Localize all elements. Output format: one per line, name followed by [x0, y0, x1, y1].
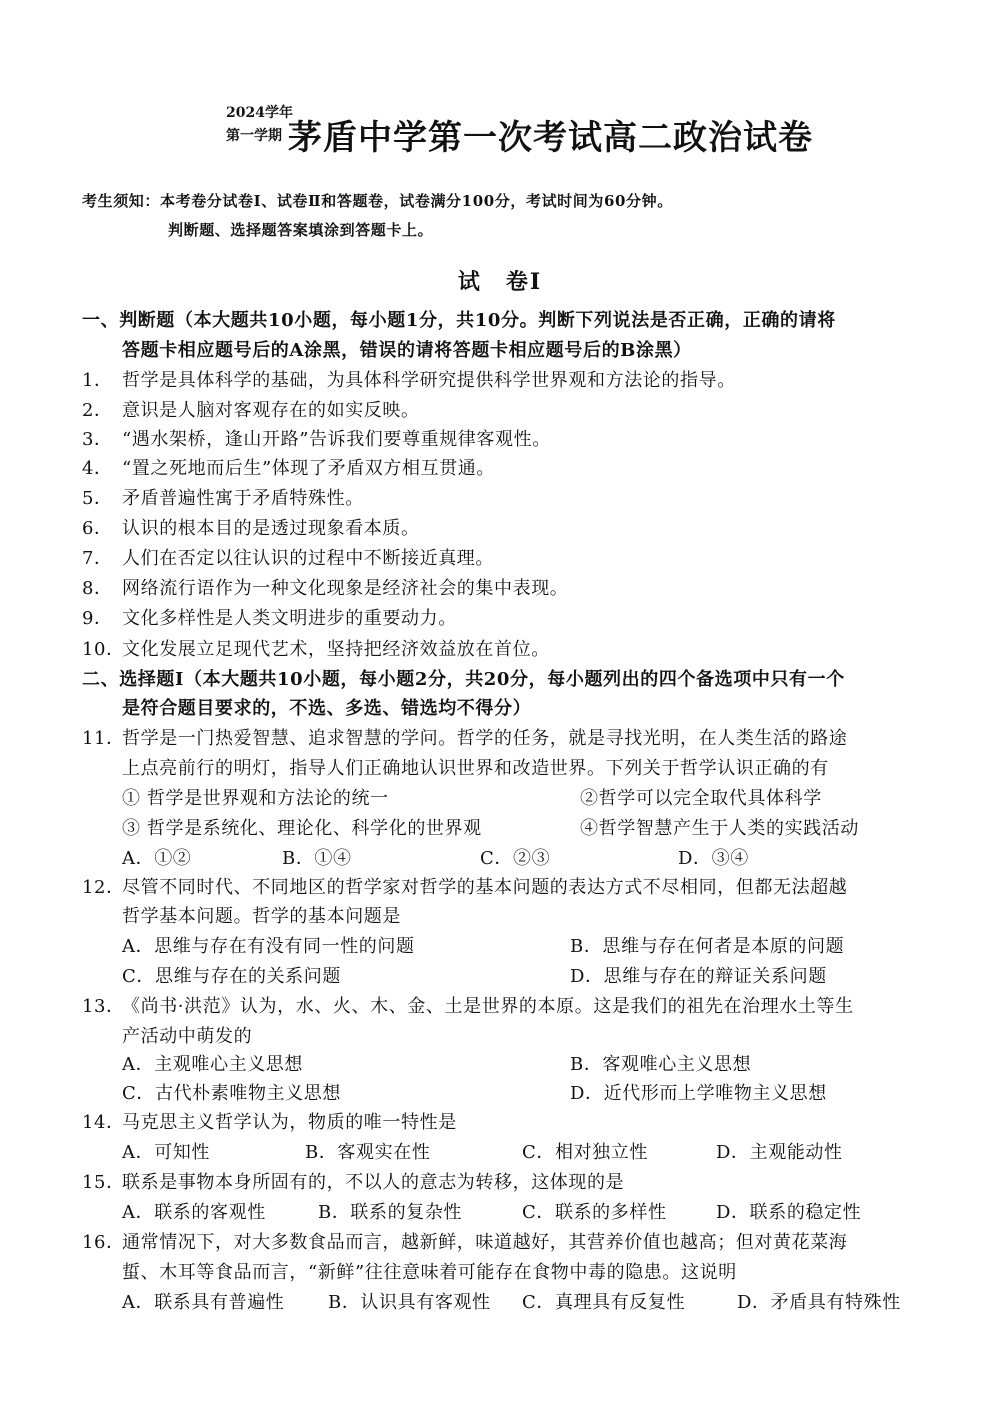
option-d: D．联系的稳定性	[716, 1202, 862, 1223]
statement: ④哲学智慧产生于人类的实践活动	[580, 818, 859, 839]
option-c: C．古代朴素唯物主义思想	[122, 1083, 341, 1104]
notice-line: 考生须知：本考卷分试卷Ⅰ、试卷Ⅱ和答题卷，试卷满分100分，考试时间为60分钟。	[82, 192, 673, 210]
option-c: C．联系的多样性	[522, 1202, 667, 1223]
option-b: B．①④	[282, 848, 352, 869]
question-number: 4．	[82, 458, 113, 479]
term: 第一学期	[226, 128, 282, 144]
question-text: 马克思主义哲学认为，物质的唯一特性是	[122, 1112, 457, 1133]
question-text: “置之死地而后生”体现了矛盾双方相互贯通。	[122, 458, 496, 479]
option-c: C．相对独立性	[522, 1142, 648, 1163]
section-heading: 二、选择题Ⅰ（本大题共10小题，每小题2分，共20分，每小题列出的四个备选项中只有一个	[82, 669, 845, 690]
question-text: 通常情况下，对大多数食品而言，越新鲜，味道越好，其营养价值也越高；但对黄花菜海	[122, 1232, 848, 1253]
section-heading: 答题卡相应题号后的A涂黑，错误的请将答题卡相应题号后的B涂黑）	[122, 340, 692, 361]
question-text: 网络流行语作为一种文化现象是经济社会的集中表现。	[122, 578, 569, 599]
statement: ②哲学可以完全取代具体科学	[580, 788, 822, 809]
statement: ① 哲学是世界观和方法论的统一	[122, 788, 389, 809]
option-d: D．主观能动性	[716, 1142, 843, 1163]
question-text: 哲学是一门热爱智慧、追求智慧的学问。哲学的任务，就是寻找光明，在人类生活的路途	[122, 728, 848, 749]
school-year: 2024学年	[226, 105, 293, 121]
option-b: B．认识具有客观性	[328, 1292, 491, 1313]
question-number: 11．	[82, 728, 125, 749]
option-a: A．联系具有普遍性	[122, 1292, 285, 1313]
option-a: A．①②	[122, 848, 192, 869]
question-text: 产活动中萌发的	[122, 1026, 253, 1047]
question-number: 16．	[82, 1232, 125, 1253]
question-number: 5．	[82, 488, 113, 509]
question-text: 《尚书·洪范》认为，水、火、木、金、土是世界的本原。这是我们的祖先在治理水土等生	[122, 996, 854, 1017]
section-heading: 是符合题目要求的，不选、多选、错选均不得分）	[122, 698, 532, 719]
option-a: A．思维与存在有没有同一性的问题	[122, 936, 415, 957]
question-number: 12．	[82, 877, 125, 898]
option-b: B．联系的复杂性	[318, 1202, 463, 1223]
question-text: 意识是人脑对客观存在的如实反映。	[122, 400, 420, 421]
option-d: D．矛盾具有特殊性	[737, 1292, 901, 1313]
option-b: B．客观唯心主义思想	[570, 1054, 752, 1075]
question-text: 哲学是具体科学的基础，为具体科学研究提供科学世界观和方法论的指导。	[122, 370, 736, 391]
page-title: 茅盾中学第一次考试高二政治试卷	[288, 118, 813, 158]
question-text: “遇水架桥，逢山开路”告诉我们要尊重规律客观性。	[122, 429, 551, 450]
question-text: 人们在否定以往认识的过程中不断接近真理。	[122, 548, 494, 569]
question-text: 联系是事物本身所固有的，不以人的意志为转移，这体现的是	[122, 1172, 625, 1193]
option-c: C．②③	[480, 848, 551, 869]
question-text: 认识的根本目的是透过现象看本质。	[122, 518, 420, 539]
question-number: 13．	[82, 996, 125, 1017]
option-a: A．可知性	[122, 1142, 210, 1163]
question-text: 哲学基本问题。哲学的基本问题是	[122, 906, 401, 927]
option-c: C．真理具有反复性	[522, 1292, 686, 1313]
question-text: 尽管不同时代、不同地区的哲学家对哲学的基本问题的表达方式不尽相同，但都无法超越	[122, 877, 848, 898]
question-number: 2．	[82, 400, 113, 421]
option-b: B．思维与存在何者是本原的问题	[570, 936, 845, 957]
option-d: D．③④	[678, 848, 749, 869]
question-number: 14．	[82, 1112, 125, 1133]
section-heading: 一、判断题（本大题共10小题，每小题1分，共10分。判断下列说法是否正确，正确的请将	[82, 310, 836, 331]
question-number: 6．	[82, 518, 113, 539]
question-number: 9．	[82, 608, 113, 629]
option-d: D．思维与存在的辩证关系问题	[570, 966, 827, 987]
question-text: 文化多样性是人类文明进步的重要动力。	[122, 608, 457, 629]
question-number: 15．	[82, 1172, 125, 1193]
question-text: 矛盾普遍性寓于矛盾特殊性。	[122, 488, 364, 509]
question-text: 蜇、木耳等食品而言，“新鲜”往往意味着可能存在食物中毒的隐患。这说明	[122, 1262, 737, 1283]
notice-line: 判断题、选择题答案填涂到答题卡上。	[168, 221, 434, 239]
option-c: C．思维与存在的关系问题	[122, 966, 341, 987]
option-b: B．客观实在性	[305, 1142, 431, 1163]
option-a: A．主观唯心主义思想	[122, 1054, 303, 1075]
question-number: 1．	[82, 370, 113, 391]
question-number: 7．	[82, 548, 113, 569]
question-text: 上点亮前行的明灯，指导人们正确地认识世界和改造世界。下列关于哲学认识正确的有	[122, 758, 829, 779]
statement: ③ 哲学是系统化、理论化、科学化的世界观	[122, 818, 482, 839]
option-a: A．联系的客观性	[122, 1202, 266, 1223]
question-number: 10．	[82, 639, 125, 660]
question-text: 文化发展立足现代艺术，坚持把经济效益放在首位。	[122, 639, 550, 660]
question-number: 3．	[82, 429, 113, 450]
question-number: 8．	[82, 578, 113, 599]
option-d: D．近代形而上学唯物主义思想	[570, 1083, 827, 1104]
paper-title: 试 卷Ⅰ	[457, 269, 543, 295]
